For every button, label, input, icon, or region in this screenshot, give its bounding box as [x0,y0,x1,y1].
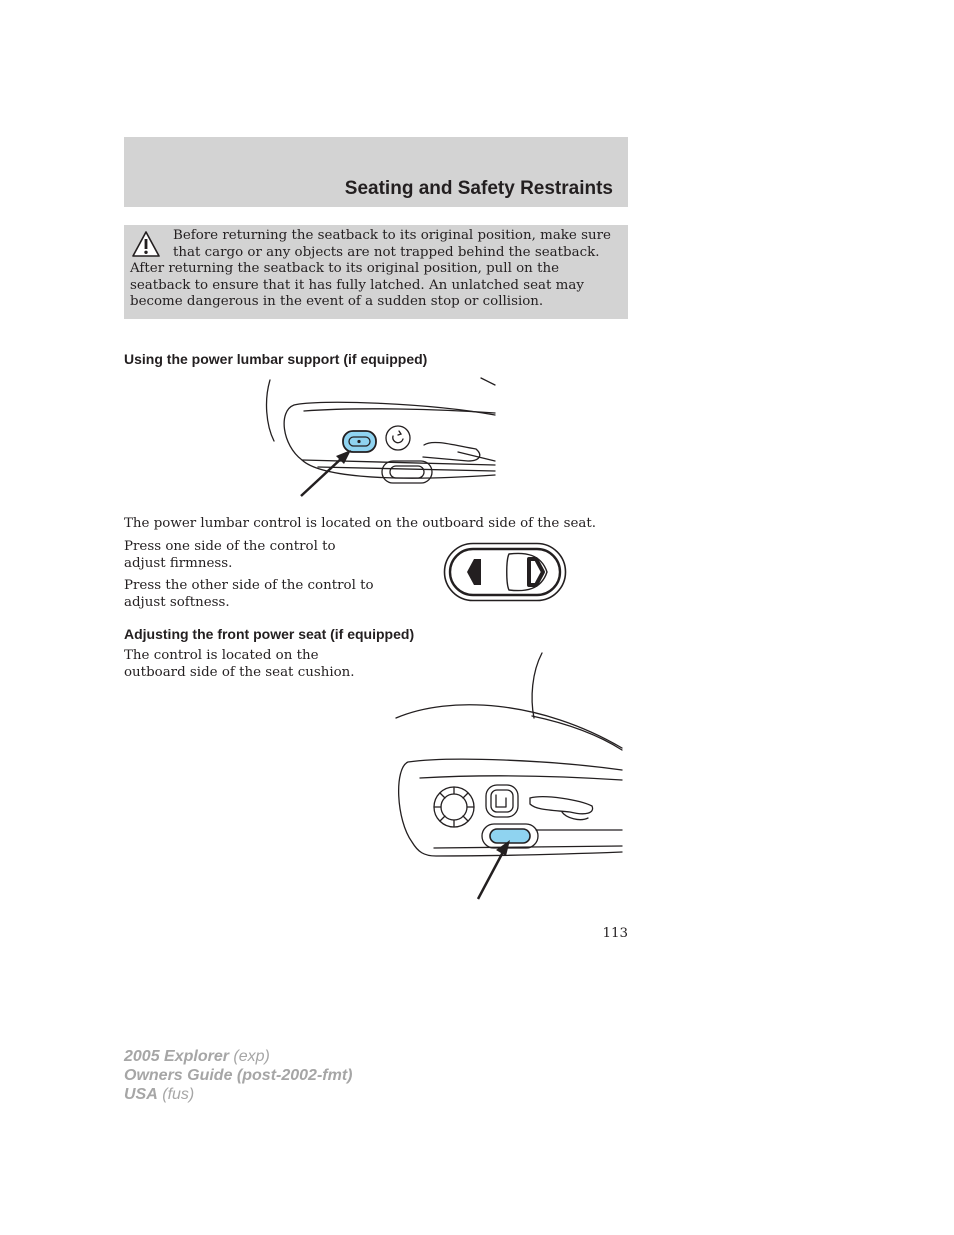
power-seat-location-text: The control is located on the outboard side of the seat cushion. [124,648,355,680]
lumbar-firmness-text: Press one side of the control to adjust firmness. [124,539,336,571]
footer [124,1047,352,1104]
power-seat-illustration [390,650,626,902]
power-seat-heading: Adjusting the front power seat (if equipped) [124,626,415,642]
footer-line-1: 2005 Explorer (exp) [124,1048,270,1065]
lumbar-location-text: The power lumbar control is located on the outboard side of the seat. [124,516,597,531]
lumbar-seat-illustration [258,375,498,500]
lumbar-switch-illustration [443,542,567,602]
lumbar-heading: Using the power lumbar support (if equipped) [124,351,428,367]
footer-line-3: USA (fus) [124,1086,195,1103]
section-title: Seating and Safety Restraints [344,178,613,199]
footer-line-2: Owners Guide (post-2002-fmt) [124,1067,353,1084]
page-number: 113 [602,926,628,941]
warning-box [124,225,628,319]
lumbar-softness-text: Press the other side of the control to adjust softness. [124,578,374,610]
section-header-bar [124,137,628,207]
warning-text: Before returning the seatback to its original position, make sure that cargo or any objects are not trapped behind the seatback. After returning the seatback to its original position, pull on the seatback to ensure that it has fully latched. An unlatched seat may become dangerous in the event of a sudden stop or collision. [130,228,611,310]
